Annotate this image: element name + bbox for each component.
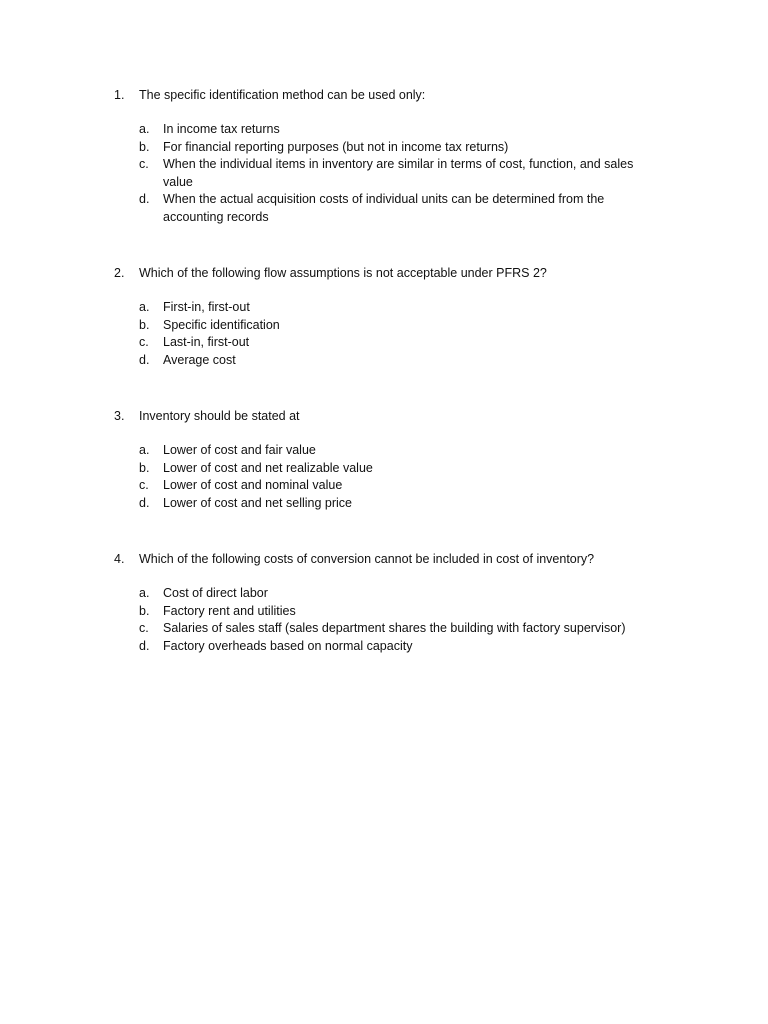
option-a (0, 585, 768, 603)
option-d (0, 638, 768, 656)
question-line (0, 550, 768, 568)
option-b (0, 603, 768, 621)
question-text: The specific identification method can be used only: (139, 88, 426, 102)
option-letter: c. (139, 621, 149, 636)
question-text: Which of the following flow assumptions is not acceptable under PFRS 2? (139, 266, 547, 280)
option-text: First-in, first-out (163, 300, 250, 314)
option-c (0, 477, 768, 495)
question-text: Which of the following costs of conversion cannot be included in cost of inventory? (139, 552, 595, 566)
option-text: For financial reporting purposes (but not in income tax returns) (163, 139, 509, 154)
option-a (0, 121, 768, 139)
option-letter: c. (139, 478, 149, 493)
option-text: In income tax returns (163, 122, 280, 136)
option-letter: b. (139, 317, 150, 332)
option-text: Lower of cost and fair value (163, 443, 316, 457)
option-letter: d. (139, 192, 150, 207)
option-text: Lower of cost and net selling price (163, 495, 352, 510)
option-text: When the individual items in inventory are similar in terms of cost, function, and sales value (163, 157, 634, 189)
question-text: Inventory should be stated at (139, 409, 300, 423)
option-text: When the actual acquisition costs of individual units can be determined from the accounting records (163, 192, 605, 224)
question-number: 4. (114, 552, 125, 566)
option-b (0, 460, 768, 478)
option-text: Salaries of sales staff (sales department shares the building with factory supervisor) (163, 621, 626, 636)
option-text: Lower of cost and nominal value (163, 478, 343, 493)
options-list (0, 585, 768, 655)
option-letter: a. (139, 443, 150, 457)
question-line (0, 86, 768, 104)
option-c (0, 620, 768, 638)
option-letter: c. (139, 157, 149, 172)
option-text: Specific identification (163, 317, 280, 332)
option-a (0, 442, 768, 460)
option-text: Factory overheads based on normal capacity (163, 638, 413, 653)
question-line (0, 264, 768, 282)
options-list (0, 442, 768, 512)
option-b (0, 317, 768, 335)
option-c (0, 334, 768, 352)
option-text: Average cost (163, 352, 236, 367)
option-text: Cost of direct labor (163, 586, 268, 600)
question-number: 2. (114, 266, 125, 280)
option-letter: d. (139, 495, 150, 510)
option-letter: b. (139, 603, 150, 618)
option-text: Lower of cost and net realizable value (163, 460, 373, 475)
option-letter: a. (139, 122, 150, 136)
option-d (0, 352, 768, 370)
question-number: 1. (114, 88, 125, 102)
option-letter: b. (139, 139, 150, 154)
option-c (0, 156, 768, 191)
option-text: Last-in, first-out (163, 335, 250, 350)
question-number: 3. (114, 409, 125, 423)
option-text: Factory rent and utilities (163, 603, 296, 618)
option-letter: b. (139, 460, 150, 475)
option-b (0, 139, 768, 157)
option-a (0, 299, 768, 317)
options-list (0, 121, 768, 227)
option-letter: d. (139, 638, 150, 653)
option-d (0, 495, 768, 513)
option-d (0, 191, 768, 226)
question-line (0, 407, 768, 425)
options-list (0, 299, 768, 369)
option-letter: c. (139, 335, 149, 350)
option-letter: a. (139, 586, 150, 600)
option-letter: d. (139, 352, 150, 367)
option-letter: a. (139, 300, 150, 314)
